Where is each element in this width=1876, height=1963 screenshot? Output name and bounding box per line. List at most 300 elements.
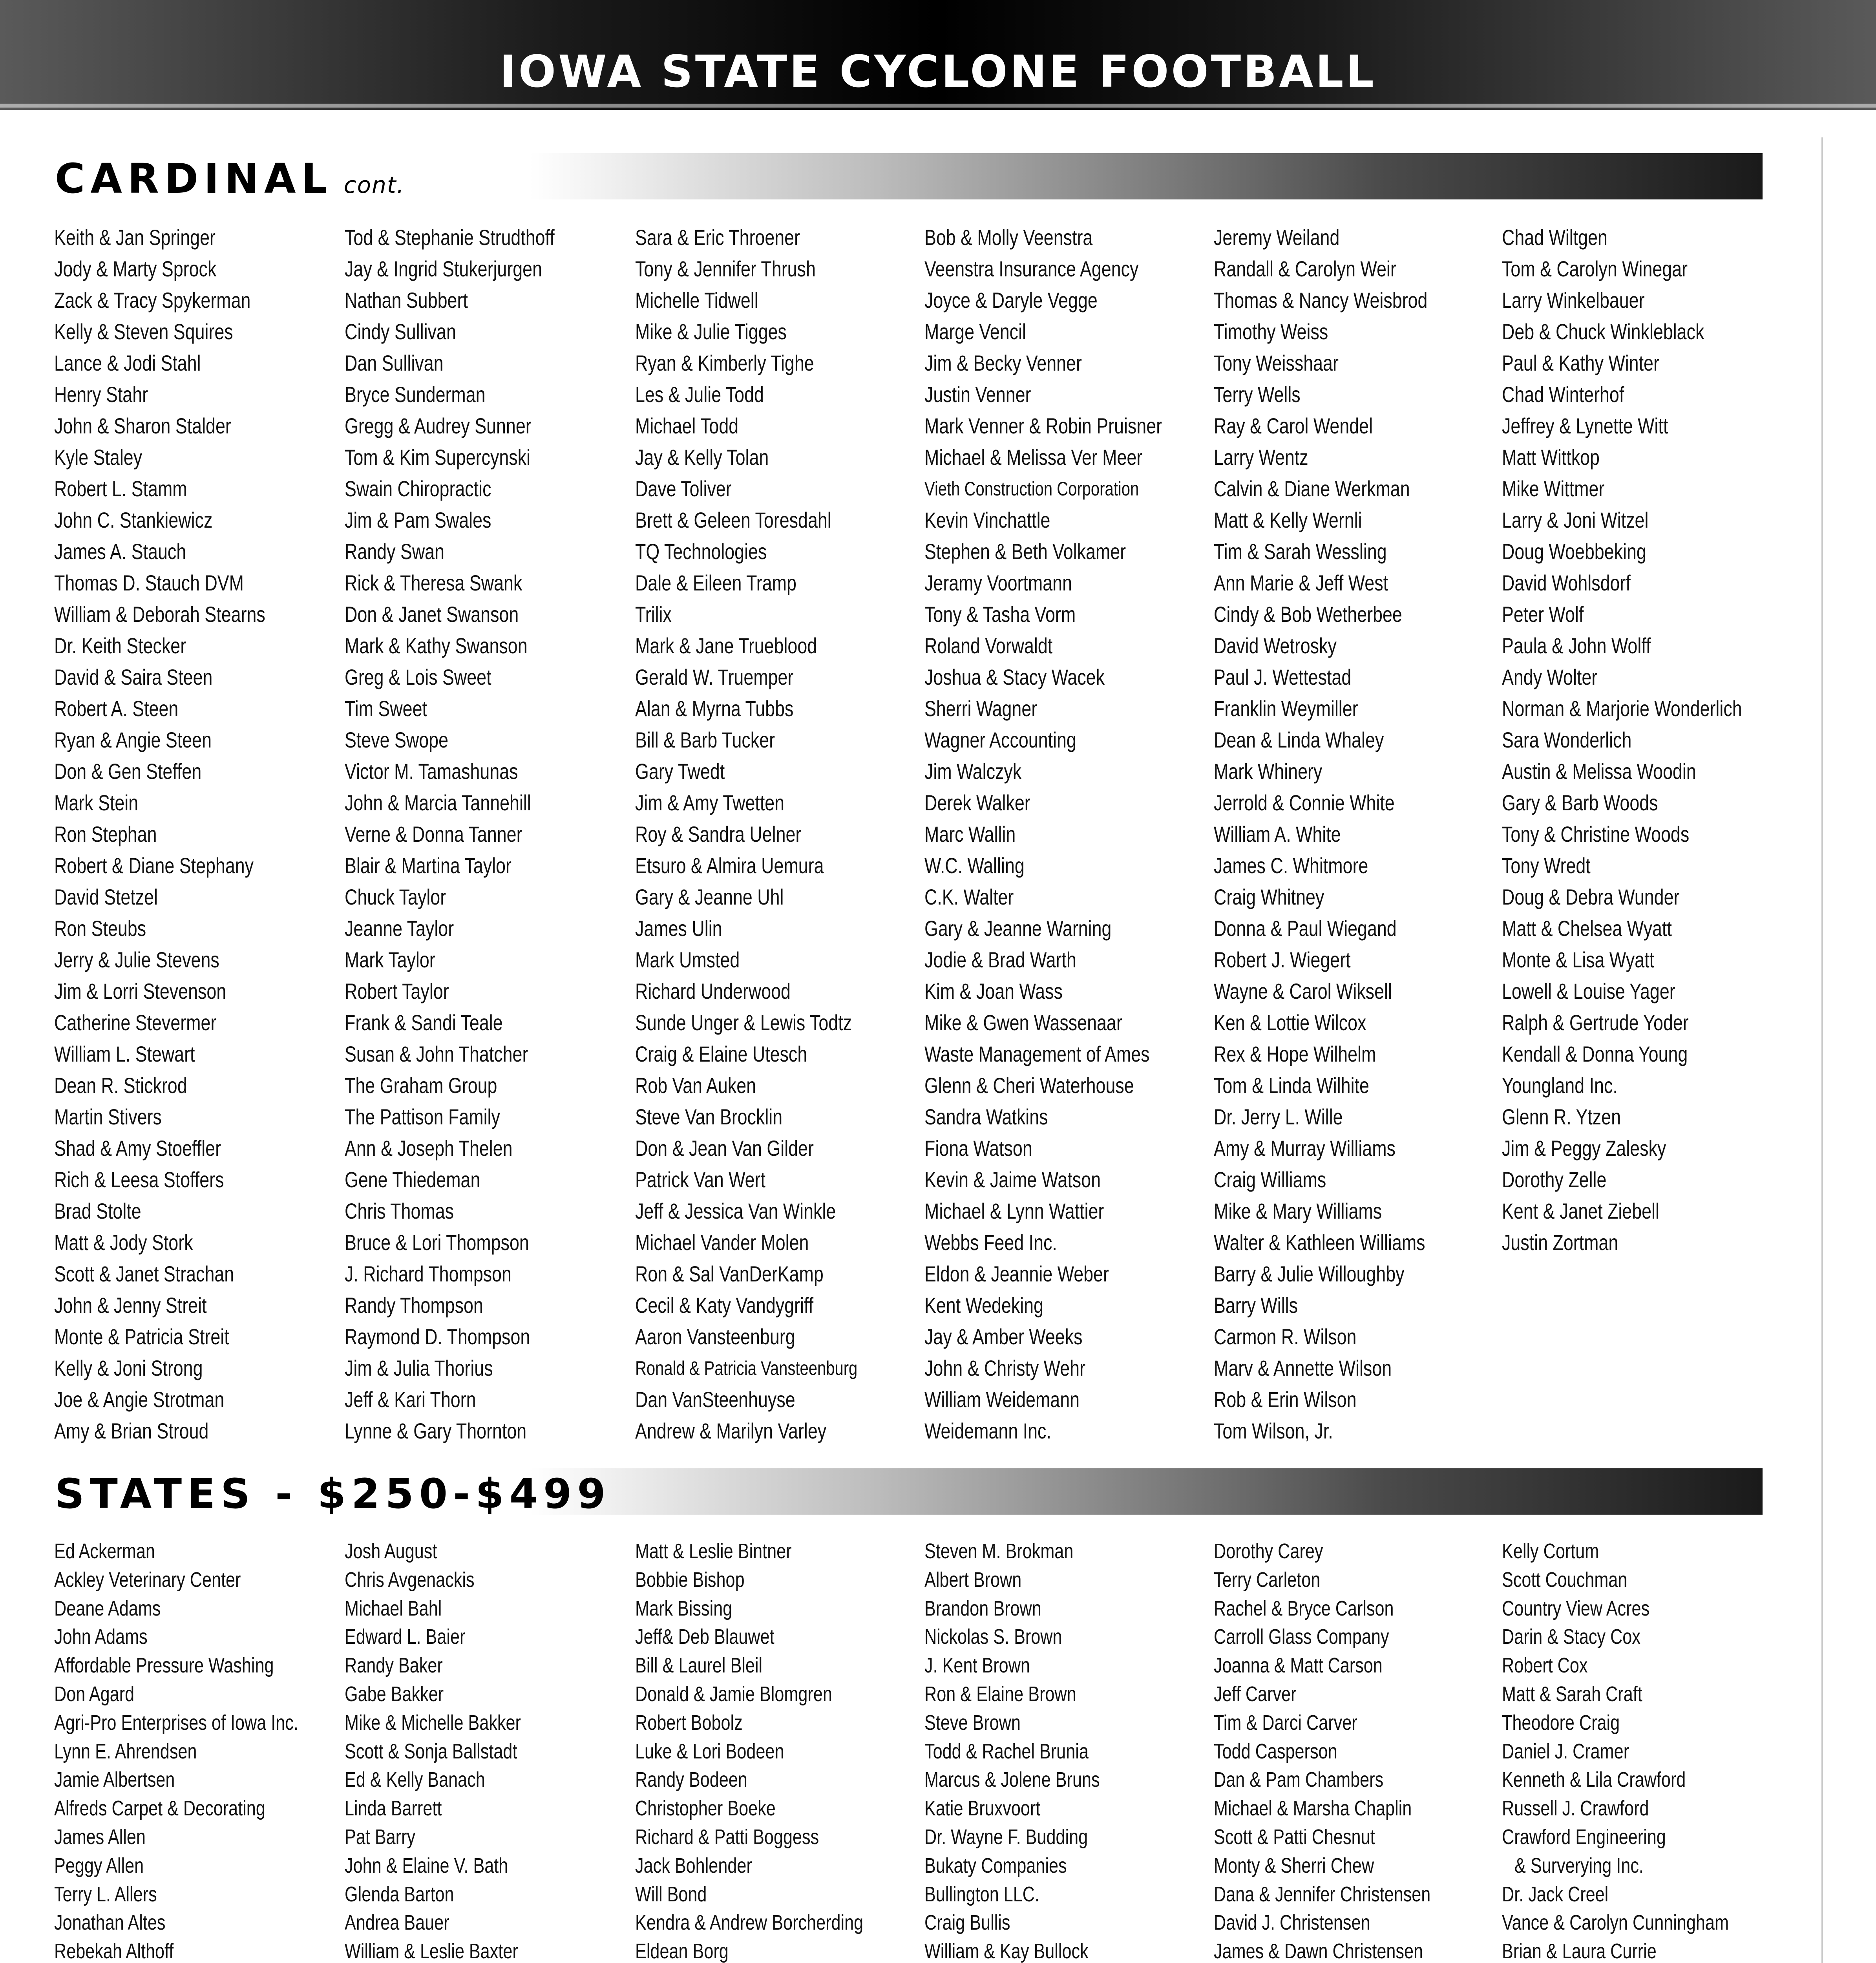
donor-name: Tom & Kim Supercynski	[345, 445, 531, 470]
donor-name: Marc Wallin	[924, 822, 1016, 846]
donor-name: John & Marcia Tannehill	[345, 790, 531, 815]
donor-name: Zack & Tracy Spykerman	[54, 288, 251, 313]
donor-name: Amy & Brian Stroud	[54, 1418, 209, 1443]
donor-name: Roland Vorwaldt	[924, 633, 1053, 658]
donor-name: Sherri Wagner	[924, 696, 1038, 721]
donor-name: William A. White	[1214, 822, 1341, 846]
donor-name: Rob & Erin Wilson	[1214, 1387, 1357, 1412]
donor-name: Matt & Kelly Wernli	[1214, 508, 1362, 532]
donor-name: Michael & Marsha Chaplin	[1214, 1797, 1412, 1820]
donor-name: Austin & Melissa Woodin	[1502, 759, 1696, 784]
donor-name: Bill & Barb Tucker	[635, 727, 775, 752]
donor-name: Calvin & Diane Werkman	[1214, 476, 1410, 501]
donor-name: Blair & Martina Taylor	[345, 853, 511, 878]
donor-name: Kent & Janet Ziebell	[1502, 1199, 1659, 1223]
donor-name: Gabe Bakker	[345, 1682, 444, 1706]
donor-name: Rachel & Bryce Carlson	[1214, 1596, 1394, 1620]
donor-name: Don Agard	[54, 1682, 135, 1706]
donor-name: Terry Carleton	[1214, 1568, 1321, 1592]
donor-name: Mark Taylor	[345, 947, 435, 972]
donor-name: Nathan Subbert	[345, 288, 468, 313]
donor-name: Mike & Gwen Wassenaar	[924, 1010, 1122, 1035]
donor-name: Jeff& Deb Blauwet	[635, 1625, 775, 1649]
donor-name: Will Bond	[635, 1882, 707, 1906]
donor-name: Agri-Pro Enterprises of Iowa Inc.	[54, 1711, 298, 1735]
donor-name: Andrew & Marilyn Varley	[635, 1418, 827, 1443]
donor-name: Jeff Carver	[1214, 1682, 1297, 1706]
donor-name: Jody & Marty Sprock	[54, 256, 217, 281]
donor-name: Ron & Elaine Brown	[924, 1682, 1076, 1706]
donor-name: Ron Stephan	[54, 822, 157, 846]
donor-name: Jack Bohlender	[635, 1853, 752, 1877]
donor-name: Mark Stein	[54, 790, 139, 815]
donor-name: Glenda Barton	[345, 1882, 454, 1906]
donor-name: Scott Couchman	[1502, 1568, 1628, 1592]
donor-name: Mark & Kathy Swanson	[345, 633, 528, 658]
donor-name: Jerrold & Connie White	[1214, 790, 1395, 815]
donor-name: Roy & Sandra Uelner	[635, 822, 802, 846]
donor-name: Vance & Carolyn Cunningham	[1502, 1911, 1729, 1935]
donor-name: Richard Underwood	[635, 979, 791, 1003]
donor-name: William & Kay Bullock	[924, 1939, 1089, 1963]
donor-name: Michael Bahl	[345, 1596, 442, 1620]
donor-name: Ray & Carol Wendel	[1214, 413, 1373, 438]
donor-name: Robert Bobolz	[635, 1711, 743, 1735]
donor-name: Ryan & Angie Steen	[54, 727, 212, 752]
donor-name: Gary Twedt	[635, 759, 725, 784]
donor-name: Dorothy Carey	[1214, 1539, 1323, 1563]
donor-name: Jim & Lorri Stevenson	[54, 979, 227, 1003]
donor-name: Jay & Amber Weeks	[924, 1324, 1083, 1349]
donor-name: Etsuro & Almira Uemura	[635, 853, 824, 878]
donor-name: Dr. Keith Stecker	[54, 633, 186, 658]
donor-name: Carmon R. Wilson	[1214, 1324, 1357, 1349]
donor-name: Linda Barrett	[345, 1797, 442, 1820]
donor-name: Matt Wittkop	[1502, 445, 1600, 470]
donor-name: Matt & Sarah Craft	[1502, 1682, 1642, 1706]
states-column	[924, 1537, 1129, 1963]
donor-name: Edward L. Baier	[345, 1625, 466, 1649]
donor-name: Eldon & Jeannie Weber	[924, 1261, 1109, 1286]
donor-name: Richard & Patti Boggess	[635, 1825, 819, 1849]
header-title: IOWA STATE CYCLONE FOOTBALL	[500, 46, 1376, 97]
donor-name: Keith & Jan Springer	[54, 225, 216, 250]
donor-name: Lynn E. Ahrendsen	[54, 1739, 197, 1763]
states-section-title: STATES - $250-$499	[55, 1470, 611, 1518]
donor-name: Robert Taylor	[345, 979, 449, 1003]
donor-name: Terry Wells	[1214, 382, 1301, 407]
donor-name: Brian & Laura Currie	[1502, 1939, 1657, 1963]
donor-name: Weidemann Inc.	[924, 1418, 1051, 1443]
donor-name: Ron & Sal VanDerKamp	[635, 1261, 824, 1286]
donor-name: Tim & Darci Carver	[1214, 1711, 1357, 1735]
donor-name: Waste Management of Ames	[924, 1042, 1150, 1066]
states-column	[54, 1537, 298, 1963]
donor-name: Tony & Christine Woods	[1502, 822, 1690, 846]
donor-name: Jeff & Kari Thorn	[345, 1387, 476, 1412]
donor-name: Andrea Bauer	[345, 1911, 449, 1935]
donor-name: Kent Wedeking	[924, 1293, 1044, 1318]
donor-name: Larry & Joni Witzel	[1502, 508, 1649, 532]
donor-name: Chad Wiltgen	[1502, 225, 1607, 250]
donor-name: Mark Umsted	[635, 947, 740, 972]
donor-name: Robert L. Stamm	[54, 476, 187, 501]
donor-name: Paula & John Wolff	[1502, 633, 1651, 658]
donor-name: Kendra & Andrew Borcherding	[635, 1911, 864, 1935]
donor-name: Rich & Leesa Stoffers	[54, 1167, 224, 1192]
donor-name: Sara Wonderlich	[1502, 727, 1632, 752]
states-column	[1214, 1537, 1430, 1963]
donor-name: Tony & Tasha Vorm	[924, 602, 1076, 627]
donor-name: Michelle Tidwell	[635, 288, 758, 313]
donor-name: Terry L. Allers	[54, 1882, 157, 1906]
donor-name: Gary & Barb Woods	[1502, 790, 1658, 815]
donor-name: C.K. Walter	[924, 885, 1014, 909]
donor-name: Raymond D. Thompson	[345, 1324, 530, 1349]
donor-name: Victor M. Tamashunas	[345, 759, 518, 784]
donor-name: Ken & Lottie Wilcox	[1214, 1010, 1366, 1035]
donor-name: Ed Ackerman	[54, 1539, 155, 1563]
donor-name: Dr. Jack Creel	[1502, 1882, 1609, 1906]
donor-name: Jeramy Voortmann	[924, 570, 1072, 595]
donor-name: William L. Stewart	[54, 1042, 195, 1066]
donor-name: Dean R. Stickrod	[54, 1073, 187, 1098]
donor-name: Robert Cox	[1502, 1654, 1588, 1678]
donor-name: Ed & Kelly Banach	[345, 1768, 485, 1792]
cardinal-column	[54, 222, 265, 1447]
donor-name: Dean & Linda Whaley	[1214, 727, 1384, 752]
donor-name: Ann Marie & Jeff West	[1214, 570, 1388, 595]
donor-name: James A. Stauch	[54, 539, 186, 564]
donor-name: Barry Wills	[1214, 1293, 1298, 1318]
donor-name: Frank & Sandi Teale	[345, 1010, 503, 1035]
donor-name: Matt & Jody Stork	[54, 1230, 193, 1255]
donor-name: Susan & John Thatcher	[345, 1042, 528, 1066]
donor-name: Brandon Brown	[924, 1596, 1041, 1620]
donor-name: Tod & Stephanie Strudthoff	[345, 225, 555, 250]
donor-name: Greg & Lois Sweet	[345, 665, 491, 689]
donor-name: Scott & Patti Chesnut	[1214, 1825, 1375, 1849]
donor-name: W.C. Walling	[924, 853, 1025, 878]
donor-name: Mark Bissing	[635, 1596, 732, 1620]
donor-name: Rick & Theresa Swank	[345, 570, 522, 595]
states-section-header	[51, 1468, 1763, 1518]
donor-name: John & Elaine V. Bath	[345, 1853, 508, 1877]
donor-name: Katie Bruxvoort	[924, 1797, 1041, 1820]
donor-name: Matt & Chelsea Wyatt	[1502, 916, 1672, 941]
donor-name: Don & Gen Steffen	[54, 759, 202, 784]
donor-name: Country View Acres	[1502, 1596, 1650, 1620]
donor-name: Marge Vencil	[924, 319, 1026, 344]
donor-name: Monte & Lisa Wyatt	[1502, 947, 1655, 972]
donor-name: John Adams	[54, 1625, 148, 1649]
donor-name: Michael Vander Molen	[635, 1230, 809, 1255]
donor-name: Tony Wredt	[1502, 853, 1591, 878]
donor-name: Robert J. Wiegert	[1214, 947, 1351, 972]
donor-name: Josh August	[345, 1539, 437, 1563]
donor-name: Mike Wittmer	[1502, 476, 1605, 501]
donor-name: Andy Wolter	[1502, 665, 1598, 689]
donor-name: Michael & Melissa Ver Meer	[924, 445, 1143, 470]
cardinal-column	[1214, 222, 1427, 1447]
donor-name: Fiona Watson	[924, 1136, 1032, 1161]
donor-name: Martin Stivers	[54, 1104, 162, 1129]
donor-name: Wayne & Carol Wiksell	[1214, 979, 1392, 1003]
donor-name: Randy Baker	[345, 1654, 443, 1678]
donor-name: Ronald & Patricia Vansteenburg	[635, 1357, 858, 1379]
donor-name: Bullington LLC.	[924, 1882, 1039, 1906]
donor-name: Crawford Engineering	[1502, 1825, 1666, 1849]
donor-name: Nickolas S. Brown	[924, 1625, 1062, 1649]
donor-name: Marv & Annette Wilson	[1214, 1356, 1392, 1380]
donor-name: Franklin Weymiller	[1214, 696, 1358, 721]
donor-name: Marcus & Jolene Bruns	[924, 1768, 1100, 1792]
donor-name: Vieth Construction Corporation	[924, 478, 1139, 500]
donor-name: Cindy & Bob Wetherbee	[1214, 602, 1402, 627]
donor-name: Webbs Feed Inc.	[924, 1230, 1057, 1255]
header-bar	[0, 0, 1876, 110]
donor-name: Lynne & Gary Thornton	[345, 1418, 527, 1443]
donor-name: Jeremy Weiland	[1214, 225, 1340, 250]
donor-name: Rob Van Auken	[635, 1073, 756, 1098]
donor-name: Mark Venner & Robin Pruisner	[924, 413, 1162, 438]
donor-name: Bobbie Bishop	[635, 1568, 745, 1592]
donor-name: Bukaty Companies	[924, 1853, 1067, 1877]
donor-name: Barry & Julie Willoughby	[1214, 1261, 1405, 1286]
donor-name: Robert A. Steen	[54, 696, 179, 721]
donor-name: Jeffrey & Lynette Witt	[1502, 413, 1668, 438]
donor-name: Sunde Unger & Lewis Todtz	[635, 1010, 852, 1035]
donor-name: Dan VanSteenhuyse	[635, 1387, 795, 1412]
donor-name: Dana & Jennifer Christensen	[1214, 1882, 1431, 1906]
donor-name: Peter Wolf	[1502, 602, 1584, 627]
donor-name: Ackley Veterinary Center	[54, 1568, 241, 1592]
donor-name: James C. Whitmore	[1214, 853, 1368, 878]
donor-name: Youngland Inc.	[1502, 1073, 1618, 1098]
donor-name: Jeanne Taylor	[345, 916, 454, 941]
donor-name: Donna & Paul Wiegand	[1214, 916, 1397, 941]
donor-name: Tony & Jennifer Thrush	[635, 256, 816, 281]
donor-name: Shad & Amy Stoeffler	[54, 1136, 221, 1161]
donor-name: Trilix	[635, 602, 672, 627]
donor-name: Ann & Joseph Thelen	[345, 1136, 513, 1161]
donor-name: Steve Van Brocklin	[635, 1104, 783, 1129]
donor-name: Don & Jean Van Gilder	[635, 1136, 814, 1161]
donor-name: Dr. Jerry L. Wille	[1214, 1104, 1343, 1129]
donor-name: Jim & Amy Twetten	[635, 790, 785, 815]
donor-name: Kevin Vinchattle	[924, 508, 1050, 532]
donor-name: Chris Avgenackis	[345, 1568, 475, 1592]
donor-name: Jeff & Jessica Van Winkle	[635, 1199, 836, 1223]
donor-name: Todd & Rachel Brunia	[924, 1739, 1089, 1763]
donor-name: Sara & Eric Throener	[635, 225, 800, 250]
donor-name: Chris Thomas	[345, 1199, 454, 1223]
donor-name: Joshua & Stacy Wacek	[924, 665, 1105, 689]
donor-name: Kelly Cortum	[1502, 1539, 1599, 1563]
donor-name: Craig Whitney	[1214, 885, 1324, 909]
donor-name: Rebekah Althoff	[54, 1939, 174, 1963]
donor-name: Gregg & Audrey Sunner	[345, 413, 532, 438]
donor-name: Steve Swope	[345, 727, 448, 752]
donor-name: William & Leslie Baxter	[345, 1939, 518, 1963]
donor-name: Veenstra Insurance Agency	[924, 256, 1139, 281]
donor-name: Robert & Diane Stephany	[54, 853, 254, 878]
cardinal-section-header	[51, 153, 1763, 203]
states-column	[1502, 1537, 1729, 1963]
donor-name: Wagner Accounting	[924, 727, 1076, 752]
donor-name: Bruce & Lori Thompson	[345, 1230, 529, 1255]
donor-name: Dan & Pam Chambers	[1214, 1768, 1384, 1792]
donor-name: Kelly & Joni Strong	[54, 1356, 203, 1380]
donor-name: Daniel J. Cramer	[1502, 1739, 1629, 1763]
donor-name: Thomas D. Stauch DVM	[54, 570, 244, 595]
donor-name: Jim & Julia Thorius	[345, 1356, 493, 1380]
donor-name: Tony Weisshaar	[1214, 351, 1339, 375]
donor-name: Darin & Stacy Cox	[1502, 1625, 1640, 1649]
states-column	[635, 1537, 863, 1963]
donor-name: Mike & Michelle Bakker	[345, 1711, 521, 1735]
donor-name: Jim & Becky Venner	[924, 351, 1082, 375]
donor-name: Tom & Carolyn Winegar	[1502, 256, 1688, 281]
donor-name: Chad Winterhof	[1502, 382, 1624, 407]
donor-name: Dr. Wayne F. Budding	[924, 1825, 1088, 1849]
donor-name: Justin Zortman	[1502, 1230, 1618, 1255]
donor-name: Sandra Watkins	[924, 1104, 1048, 1129]
donor-name: Walter & Kathleen Williams	[1214, 1230, 1425, 1255]
donor-name: Tom Wilson, Jr.	[1214, 1418, 1333, 1443]
donor-name: David Wohlsdorf	[1502, 570, 1631, 595]
donor-name: David Wetrosky	[1214, 633, 1337, 658]
donor-name: Deane Adams	[54, 1596, 161, 1620]
donor-name: John C. Stankiewicz	[54, 508, 213, 532]
donor-name: Joe & Angie Strotman	[54, 1387, 225, 1412]
donor-name: Christopher Boeke	[635, 1797, 776, 1820]
donor-name: Steven M. Brokman	[924, 1539, 1074, 1563]
donor-name: Catherine Stevermer	[54, 1010, 217, 1035]
donor-name: Glenn & Cheri Waterhouse	[924, 1073, 1134, 1098]
cardinal-section-title: CARDINAL cont.	[55, 155, 405, 203]
donor-name: John & Jenny Streit	[54, 1293, 207, 1318]
cardinal-column	[924, 222, 1162, 1447]
donor-name: Affordable Pressure Washing	[54, 1654, 274, 1678]
donor-name: Bryce Sunderman	[345, 382, 486, 407]
donor-name: Scott & Sonja Ballstadt	[345, 1739, 517, 1763]
donor-name: Donald & Jamie Blomgren	[635, 1682, 832, 1706]
donor-name: Scott & Janet Strachan	[54, 1261, 234, 1286]
donor-name: Dorothy Zelle	[1502, 1167, 1607, 1192]
donor-name: Randy Bodeen	[635, 1768, 747, 1792]
donor-name: Gene Thiedeman	[345, 1167, 480, 1192]
donor-name: Mike & Mary Williams	[1214, 1199, 1382, 1223]
donor-name: Luke & Lori Bodeen	[635, 1739, 784, 1763]
donor-name: Alan & Myrna Tubbs	[635, 696, 794, 721]
donor-name: Don & Janet Swanson	[345, 602, 519, 627]
donor-name: Ron Steubs	[54, 916, 146, 941]
donor-name: Dave Toliver	[635, 476, 732, 501]
donor-name: Kim & Joan Wass	[924, 979, 1063, 1003]
donor-name: Jim & Pam Swales	[345, 508, 491, 532]
donor-name: Tim Sweet	[345, 696, 427, 721]
donor-name: Jim & Peggy Zalesky	[1502, 1136, 1666, 1161]
donor-name: Bill & Laurel Bleil	[635, 1654, 763, 1678]
donor-name: Jay & Kelly Tolan	[635, 445, 769, 470]
donor-name: John & Christy Wehr	[924, 1356, 1085, 1380]
donor-name: David & Saira Steen	[54, 665, 213, 689]
donor-name: Mark & Jane Trueblood	[635, 633, 817, 658]
donor-name: Patrick Van Wert	[635, 1167, 765, 1192]
header-divider	[0, 104, 1876, 108]
donor-name: Jay & Ingrid Stukerjurgen	[345, 256, 543, 281]
cardinal-cont-label: cont.	[343, 172, 405, 198]
donor-name: Pat Barry	[345, 1825, 416, 1849]
donor-name: Russell J. Crawford	[1502, 1797, 1649, 1820]
donor-name: Verne & Donna Tanner	[345, 822, 522, 846]
donor-name: James Ulin	[635, 916, 722, 941]
donor-name: Kenneth & Lila Crawford	[1502, 1768, 1686, 1792]
donor-name: Todd Casperson	[1214, 1739, 1337, 1763]
donor-name: Mark Whinery	[1214, 759, 1323, 784]
donor-name: Tom & Linda Wilhite	[1214, 1073, 1369, 1098]
donor-name: Deb & Chuck Winkleblack	[1502, 319, 1704, 344]
donor-name: Glenn R. Ytzen	[1502, 1104, 1621, 1129]
donor-name: & Surverying Inc.	[1514, 1853, 1644, 1877]
states-column	[345, 1537, 526, 1963]
donor-name: Tim & Sarah Wessling	[1214, 539, 1387, 564]
donor-name: Thomas & Nancy Weisbrod	[1214, 288, 1428, 313]
cardinal-column	[635, 222, 857, 1447]
donor-name: Jerry & Julie Stevens	[54, 947, 219, 972]
donor-name: Derek Walker	[924, 790, 1030, 815]
donor-name: Dale & Eileen Tramp	[635, 570, 796, 595]
donor-name: Ralph & Gertrude Yoder	[1502, 1010, 1689, 1035]
donor-name: TQ Technologies	[635, 539, 767, 564]
donor-name: Gerald W. Truemper	[635, 665, 794, 689]
donor-name: Kevin & Jaime Watson	[924, 1167, 1101, 1192]
donor-name: Mike & Julie Tigges	[635, 319, 787, 344]
donor-name: Les & Julie Todd	[635, 382, 764, 407]
donor-name: Jamie Albertsen	[54, 1768, 175, 1792]
donor-name: James Allen	[54, 1825, 146, 1849]
donor-name: Randy Thompson	[345, 1293, 483, 1318]
donor-name: Cecil & Katy Vandygriff	[635, 1293, 814, 1318]
cardinal-column	[345, 222, 555, 1447]
donor-name: Aaron Vansteenburg	[635, 1324, 795, 1349]
donor-name: Norman & Marjorie Wonderlich	[1502, 696, 1742, 721]
donor-name: Carroll Glass Company	[1214, 1625, 1389, 1649]
donor-name: William & Deborah Stearns	[54, 602, 265, 627]
donor-name: Peggy Allen	[54, 1853, 144, 1877]
donor-name: Eldean Borg	[635, 1939, 729, 1963]
donor-name: Michael & Lynn Wattier	[924, 1199, 1104, 1223]
donor-name: Brad Stolte	[54, 1199, 141, 1223]
donor-name: Paul J. Wettestad	[1214, 665, 1352, 689]
donor-name: Stephen & Beth Volkamer	[924, 539, 1126, 564]
donor-name: Amy & Murray Williams	[1214, 1136, 1396, 1161]
donor-name: Lowell & Louise Yager	[1502, 979, 1675, 1003]
donor-name: Jonathan Altes	[54, 1911, 166, 1935]
donor-name: Randall & Carolyn Weir	[1214, 256, 1396, 281]
donor-name: Michael Todd	[635, 413, 739, 438]
donor-name: Larry Wentz	[1214, 445, 1308, 470]
donor-name: Gary & Jeanne Warning	[924, 916, 1112, 941]
donor-name: David Stetzel	[54, 885, 158, 909]
donor-name: Lance & Jodi Stahl	[54, 351, 201, 375]
donor-name: The Graham Group	[345, 1073, 497, 1098]
donor-name: Monte & Patricia Streit	[54, 1324, 229, 1349]
donor-name: Rex & Hope Wilhelm	[1214, 1042, 1376, 1066]
donor-name: Swain Chiropractic	[345, 476, 491, 501]
donor-name: Kyle Staley	[54, 445, 142, 470]
